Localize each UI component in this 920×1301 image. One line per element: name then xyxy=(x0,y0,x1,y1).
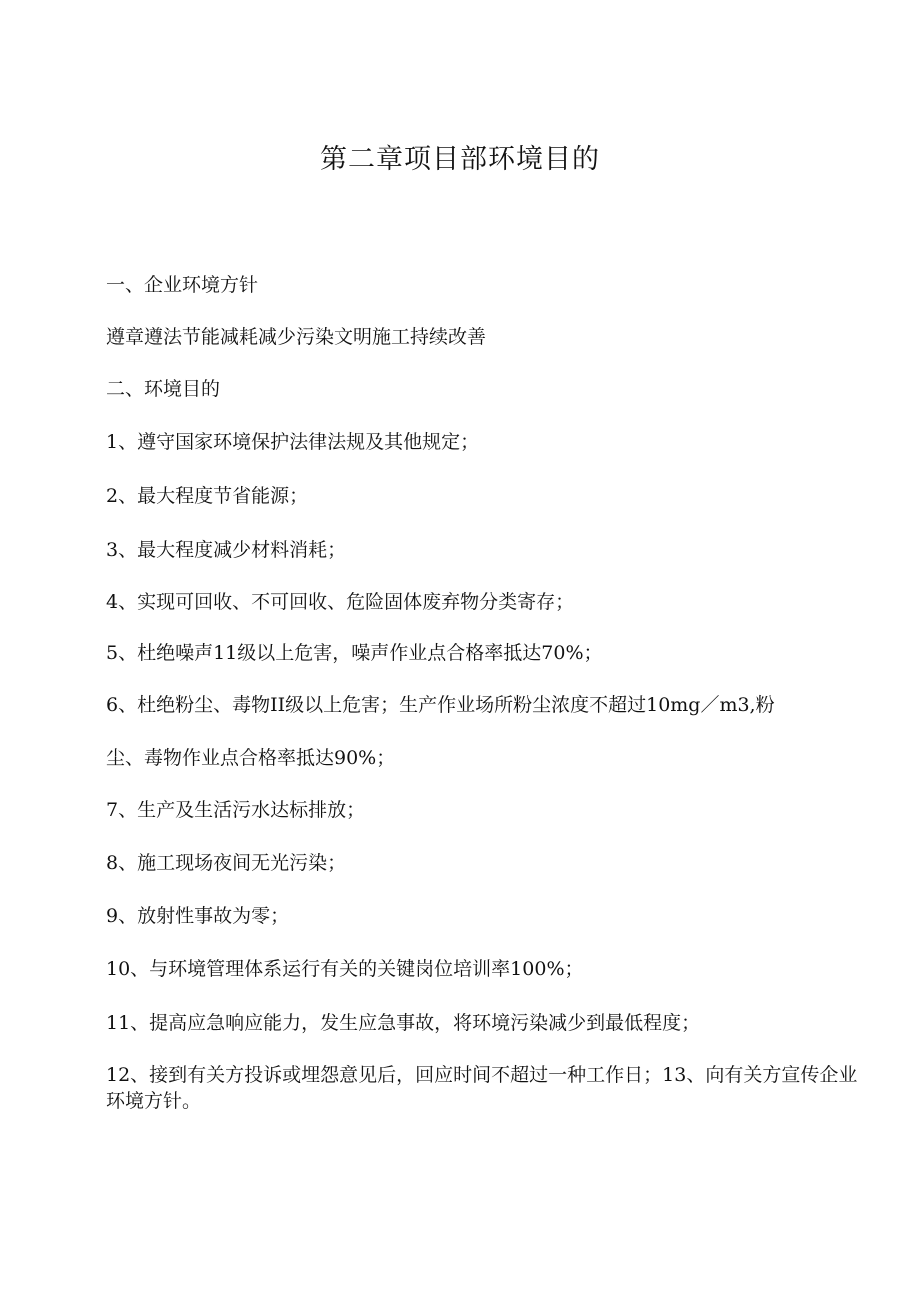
section-heading-objectives: 二、环境目的 xyxy=(106,378,221,400)
policy-text: 遵章遵法节能减耗减少污染文明施工持续改善 xyxy=(106,326,487,348)
list-item: 2、最大程度节省能源； xyxy=(106,485,309,507)
list-item: 7、生产及生活污水达标排放； xyxy=(106,799,366,821)
list-item: 4、实现可回收、不可回收、危险固体废弃物分类寄存； xyxy=(106,591,575,613)
list-item: 10、与环境管理体系运行有关的关键岗位培训率100%； xyxy=(106,958,584,980)
page-title: 第二章项目部环境目的 xyxy=(320,144,600,175)
list-item: 12、接到有关方投诉或埋怨意见后，回应时间不超过一种工作日；13、向有关方宣传企业环境方针。 xyxy=(106,1064,858,1112)
list-item: 3、最大程度减少材料消耗； xyxy=(106,539,347,561)
section-heading-policy: 一、企业环境方针 xyxy=(106,274,259,296)
list-item: 5、杜绝噪声11级以上危害，噪声作业点合格率抵达70%； xyxy=(106,642,603,664)
list-item: 11、提高应急响应能力，发生应急事故，将环境污染减少到最低程度； xyxy=(106,1012,701,1034)
list-item: 尘、毒物作业点合格率抵达90%； xyxy=(106,747,396,769)
list-item: 1、遵守国家环境保护法律法规及其他规定； xyxy=(106,431,480,453)
list-item: 9、放射性事故为零； xyxy=(106,905,290,927)
list-item: 6、杜绝粉尘、毒物II级以上危害；生产作业场所粉尘浓度不超过10mg／m3,粉 xyxy=(106,694,775,716)
list-item: 8、施工现场夜间无光污染； xyxy=(106,852,347,874)
